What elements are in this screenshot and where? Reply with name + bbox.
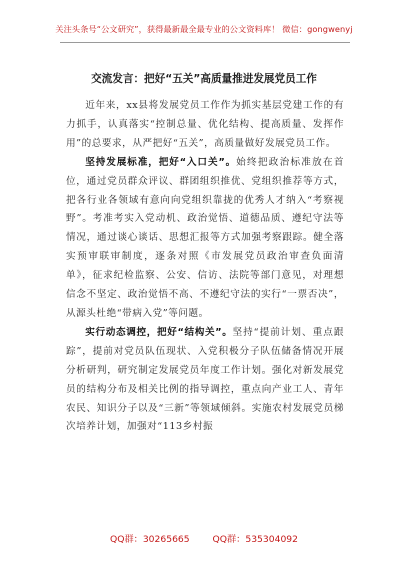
footer-contact [0,531,408,545]
document-title: 交流发言：把好“五关”高质量推进发展党员工作 [91,73,317,85]
paragraph-intro [66,97,344,154]
paragraph-lead: 坚持发展标准，把好“入口关”。 [85,156,237,168]
header-divider [60,42,350,43]
document-body [66,97,344,437]
header-banner: 关注头条号“公文研究”，获得最新最全最专业的公文资料库！ 微信：gongwenyj [55,24,353,34]
paragraph-structure-gate [66,324,344,437]
footer-qq-group-2: QQ群：535304092 [212,534,298,545]
paragraph-text: 坚持“提前计划、重点跟踪”，提前对党员队伍现状、入党积极分子队伍储备情况开展分析研判，研究制定发展党员年度工作计划。强化对新发展党员的结构分布及相关比例的指导调控，重点向产业工人、青年农民、知识分子以及“三新”等领域倾斜。实施农村发展党员梯次培养计划，加强对“113乡村振 [66,326,344,433]
paragraph-text: 始终把政治标准放在首位，通过党员群众评议、群团组织推优、党组织推荐等方式，把各行业各领域有意向向党组织靠拢的优秀人才纳入“考察视野”。考准考实入党动机、政治觉悟、道德品质、遵纪守法等情况，通过谈心谈话、思想汇报等方式加强考察跟踪。健全落实预审联审制度，逐条对照《市发展党员政治审查负面清单》，征求纪检监察、公安、信访、法院等部门意见，对理想信念不坚定、政治觉悟不高、不遵纪守法的实行“一票否决”，从源头杜绝“带病入党”等问题。 [66,156,344,319]
paragraph-lead: 实行动态调控，把好“结构关”。 [85,326,233,338]
paragraph-entry-gate [66,154,344,324]
paragraph-text: 近年来，xx县将发展党员工作作为抓实基层党建工作的有力抓手，认真落实“控制总量、优化结构、提高质量、发挥作用”的总要求，从严把好“五关”，高质量做好发展党员工作。 [66,100,344,149]
footer-qq-group-1: QQ群：30265665 [110,534,190,545]
